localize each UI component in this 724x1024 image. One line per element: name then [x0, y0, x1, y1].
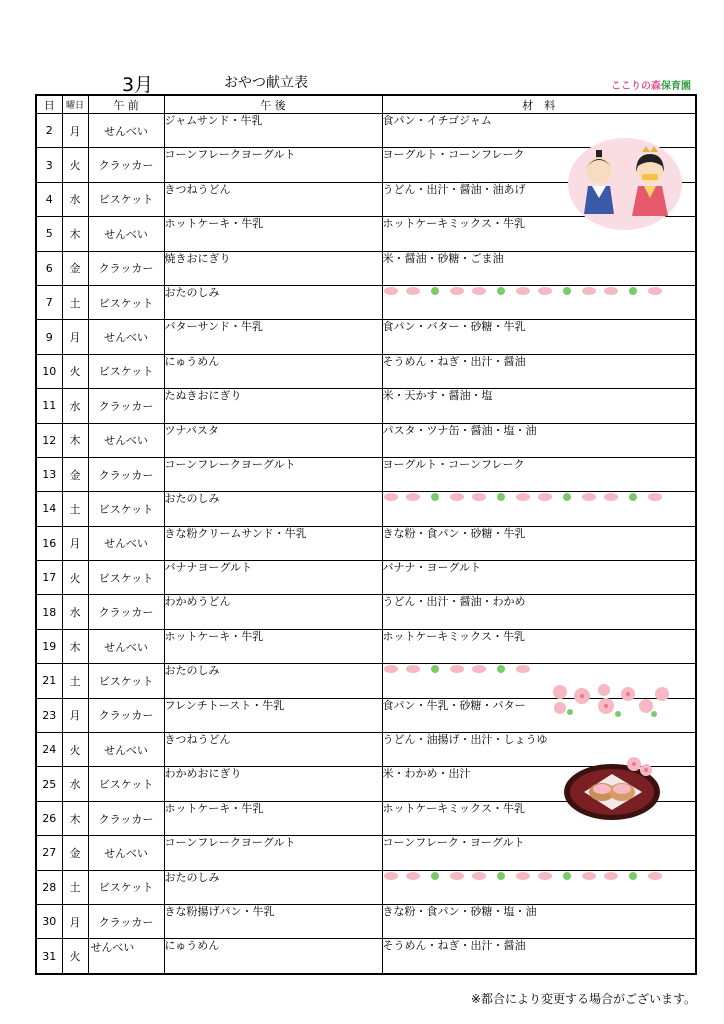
day-cell: 27 [36, 836, 62, 870]
weekday-cell: 金 [62, 457, 88, 491]
garland-blossom [472, 872, 486, 880]
weekday-cell: 水 [62, 595, 88, 629]
garland-blossom [629, 493, 637, 501]
garland-blossom [472, 287, 486, 295]
flower-garland-decoration [383, 664, 543, 677]
ingredients-cell: うどん・出汁・醤油・わかめ [382, 595, 696, 629]
garland-blossom [604, 287, 618, 295]
ingredients-cell: 米・醤油・砂糖・ごま油 [382, 251, 696, 285]
garland-blossom [472, 493, 486, 501]
afternoon-snack-cell: きな粉揚げパン・牛乳 [164, 904, 382, 938]
table-row [36, 457, 696, 491]
garland-blossom [648, 493, 662, 501]
garland-blossom [516, 493, 530, 501]
header-day: 日 [36, 95, 62, 114]
morning-snack-cell: クラッカー [88, 148, 164, 182]
afternoon-snack-cell: おたのしみ [164, 870, 382, 904]
morning-snack-cell: せんべい [88, 320, 164, 354]
morning-snack-cell: クラッカー [88, 698, 164, 732]
morning-snack-cell: ビスケット [88, 664, 164, 698]
garland-blossom [431, 493, 439, 501]
morning-snack-cell: ビスケット [88, 182, 164, 216]
morning-snack-cell: せんべい [88, 629, 164, 663]
garland-blossom [450, 665, 464, 673]
garland-blossom [406, 287, 420, 295]
afternoon-snack-cell: バターサンド・牛乳 [164, 320, 382, 354]
garland-blossom [648, 287, 662, 295]
weekday-cell: 土 [62, 285, 88, 319]
day-cell: 5 [36, 217, 62, 251]
garland-blossom [431, 872, 439, 880]
afternoon-snack-cell: ツナパスタ [164, 423, 382, 457]
garland-blossom [563, 287, 571, 295]
day-cell: 9 [36, 320, 62, 354]
afternoon-snack-cell: フレンチトースト・牛乳 [164, 698, 382, 732]
garland-blossom [563, 872, 571, 880]
afternoon-snack-cell: おたのしみ [164, 664, 382, 698]
day-cell: 21 [36, 664, 62, 698]
afternoon-snack-cell: ホットケーキ・牛乳 [164, 629, 382, 663]
morning-snack-cell: せんべい [88, 836, 164, 870]
morning-snack-cell: クラッカー [88, 904, 164, 938]
ingredients-cell: バナナ・ヨーグルト [382, 561, 696, 595]
garland-blossom [497, 665, 505, 673]
afternoon-snack-cell: 焼きおにぎり [164, 251, 382, 285]
weekday-cell: 火 [62, 939, 88, 974]
garland-blossom [538, 872, 552, 880]
day-cell: 17 [36, 561, 62, 595]
garland-blossom [629, 872, 637, 880]
weekday-cell: 火 [62, 354, 88, 388]
hina-dolls-illustration [566, 136, 684, 232]
table-row [36, 870, 696, 904]
afternoon-snack-cell: わかめおにぎり [164, 767, 382, 801]
table-row [36, 285, 696, 319]
afternoon-snack-cell: たぬきおにぎり [164, 389, 382, 423]
ingredients-cell [382, 492, 696, 526]
morning-snack-cell: ビスケット [88, 561, 164, 595]
garland-blossom [538, 287, 552, 295]
morning-snack-cell: せんべい [88, 114, 164, 148]
header-ingredients: 材 料 [382, 95, 696, 114]
afternoon-snack-cell: コーンフレークヨーグルト [164, 836, 382, 870]
garland-blossom [563, 493, 571, 501]
sakura-mochi-illustration [562, 752, 666, 824]
ingredients-cell: ヨーグルト・コーンフレーク [382, 457, 696, 491]
ingredients-cell: うどん・出汁・醤油・油あげ [382, 182, 696, 216]
ingredients-cell: ホットケーキミックス・牛乳 [382, 801, 696, 835]
ingredients-cell: 食パン・イチゴジャム [382, 114, 696, 148]
morning-snack-cell: ビスケット [88, 870, 164, 904]
morning-snack-cell: せんべい [88, 526, 164, 560]
day-cell: 7 [36, 285, 62, 319]
garland-blossom [431, 665, 439, 673]
garland-blossom [384, 287, 398, 295]
table-row [36, 595, 696, 629]
logo-text-part2: 保育園 [661, 81, 691, 92]
day-cell: 26 [36, 801, 62, 835]
afternoon-snack-cell: コーンフレークヨーグルト [164, 148, 382, 182]
garland-blossom [384, 493, 398, 501]
table-row [36, 836, 696, 870]
morning-snack-cell: クラッカー [88, 595, 164, 629]
morning-snack-cell: せんべい [88, 939, 164, 974]
ingredients-cell: パスタ・ツナ缶・醤油・塩・油 [382, 423, 696, 457]
day-cell: 30 [36, 904, 62, 938]
afternoon-snack-cell: にゅうめん [164, 354, 382, 388]
table-row [36, 492, 696, 526]
morning-snack-cell: クラッカー [88, 251, 164, 285]
afternoon-snack-cell: きつねうどん [164, 182, 382, 216]
garland-blossom [450, 872, 464, 880]
day-cell: 11 [36, 389, 62, 423]
day-cell: 25 [36, 767, 62, 801]
table-row [36, 389, 696, 423]
morning-snack-cell: クラッカー [88, 389, 164, 423]
garland-blossom [497, 493, 505, 501]
garland-blossom [406, 665, 420, 673]
day-cell: 18 [36, 595, 62, 629]
weekday-cell: 火 [62, 148, 88, 182]
day-cell: 10 [36, 354, 62, 388]
logo-text-part1: ここりの森 [611, 81, 661, 92]
weekday-cell: 木 [62, 629, 88, 663]
weekday-cell: 水 [62, 767, 88, 801]
day-cell: 4 [36, 182, 62, 216]
garland-blossom [516, 665, 530, 673]
garland-blossom [472, 665, 486, 673]
garland-blossom [450, 287, 464, 295]
table-row [36, 526, 696, 560]
garland-blossom [497, 287, 505, 295]
garland-blossom [582, 493, 596, 501]
header-am: 午 前 [88, 95, 164, 114]
weekday-cell: 月 [62, 904, 88, 938]
weekday-cell: 月 [62, 698, 88, 732]
weekday-cell: 土 [62, 492, 88, 526]
weekday-cell: 木 [62, 423, 88, 457]
garland-blossom [406, 493, 420, 501]
ingredients-cell: ホットケーキミックス・牛乳 [382, 217, 696, 251]
weekday-cell: 木 [62, 217, 88, 251]
table-row [36, 561, 696, 595]
table-row [36, 904, 696, 938]
table-row [36, 629, 696, 663]
garland-blossom [516, 287, 530, 295]
ingredients-cell: ヨーグルト・コーンフレーク [382, 148, 696, 182]
table-row [36, 939, 696, 974]
day-cell: 3 [36, 148, 62, 182]
day-cell: 31 [36, 939, 62, 974]
ingredients-cell: そうめん・ねぎ・出汁・醤油 [382, 939, 696, 974]
garland-blossom [497, 872, 505, 880]
day-cell: 19 [36, 629, 62, 663]
weekday-cell: 火 [62, 561, 88, 595]
page-title: おやつ献立表 [224, 75, 308, 91]
flower-garland-decoration [383, 492, 673, 505]
ingredients-cell: 食パン・バター・砂糖・牛乳 [382, 320, 696, 354]
header-pm: 午 後 [164, 95, 382, 114]
afternoon-snack-cell: おたのしみ [164, 492, 382, 526]
table-row [36, 251, 696, 285]
table-row [36, 320, 696, 354]
day-cell: 13 [36, 457, 62, 491]
garland-blossom [629, 287, 637, 295]
flower-garland-decoration [383, 285, 673, 298]
garland-blossom [384, 872, 398, 880]
afternoon-snack-cell: きつねうどん [164, 733, 382, 767]
garland-blossom [538, 493, 552, 501]
ingredients-cell [382, 870, 696, 904]
ingredients-cell: 食パン・牛乳・砂糖・バター [382, 698, 696, 732]
weekday-cell: 木 [62, 801, 88, 835]
day-cell: 14 [36, 492, 62, 526]
ingredients-cell: きな粉・食パン・砂糖・牛乳 [382, 526, 696, 560]
weekday-cell: 金 [62, 836, 88, 870]
weekday-cell: 金 [62, 251, 88, 285]
ingredients-cell: うどん・油揚げ・出汁・しょうゆ [382, 733, 696, 767]
footer-note: ※都合により変更する場合がございます。 [470, 992, 696, 1006]
morning-snack-cell: クラッカー [88, 457, 164, 491]
day-cell: 23 [36, 698, 62, 732]
garland-blossom [604, 872, 618, 880]
afternoon-snack-cell: バナナヨーグルト [164, 561, 382, 595]
weekday-cell: 土 [62, 664, 88, 698]
garland-blossom [516, 872, 530, 880]
afternoon-snack-cell: コーンフレークヨーグルト [164, 457, 382, 491]
table-row [36, 423, 696, 457]
weekday-cell: 月 [62, 320, 88, 354]
table-row [36, 354, 696, 388]
flower-garland-decoration [383, 870, 673, 883]
garland-blossom [431, 287, 439, 295]
garland-blossom [384, 665, 398, 673]
ingredients-cell [382, 285, 696, 319]
morning-snack-cell: ビスケット [88, 354, 164, 388]
month-label: 3月 [122, 74, 154, 96]
afternoon-snack-cell: わかめうどん [164, 595, 382, 629]
morning-snack-cell: せんべい [88, 733, 164, 767]
day-cell: 24 [36, 733, 62, 767]
day-cell: 6 [36, 251, 62, 285]
garland-blossom [406, 872, 420, 880]
morning-snack-cell: せんべい [88, 217, 164, 251]
nursery-logo [611, 77, 691, 92]
table-header-row [36, 95, 696, 114]
weekday-cell: 水 [62, 182, 88, 216]
ingredients-cell: 米・わかめ・出汁 [382, 767, 696, 801]
header-dow: 曜日 [62, 95, 88, 114]
peach-flowers-illustration [546, 682, 672, 718]
garland-blossom [582, 872, 596, 880]
morning-snack-cell: ビスケット [88, 767, 164, 801]
ingredients-cell: そうめん・ねぎ・出汁・醤油 [382, 354, 696, 388]
garland-blossom [582, 287, 596, 295]
afternoon-snack-cell: ジャムサンド・牛乳 [164, 114, 382, 148]
weekday-cell: 土 [62, 870, 88, 904]
ingredients-cell: 米・天かす・醤油・塩 [382, 389, 696, 423]
day-cell: 2 [36, 114, 62, 148]
ingredients-cell: コーンフレーク・ヨーグルト [382, 836, 696, 870]
afternoon-snack-cell: おたのしみ [164, 285, 382, 319]
weekday-cell: 月 [62, 114, 88, 148]
morning-snack-cell: ビスケット [88, 285, 164, 319]
ingredients-cell: ホットケーキミックス・牛乳 [382, 629, 696, 663]
morning-snack-cell: ビスケット [88, 492, 164, 526]
weekday-cell: 水 [62, 389, 88, 423]
day-cell: 16 [36, 526, 62, 560]
afternoon-snack-cell: ホットケーキ・牛乳 [164, 217, 382, 251]
ingredients-cell: きな粉・食パン・砂糖・塩・油 [382, 904, 696, 938]
day-cell: 28 [36, 870, 62, 904]
afternoon-snack-cell: にゅうめん [164, 939, 382, 974]
afternoon-snack-cell: きな粉クリームサンド・牛乳 [164, 526, 382, 560]
day-cell: 12 [36, 423, 62, 457]
afternoon-snack-cell: ホットケーキ・牛乳 [164, 801, 382, 835]
garland-blossom [450, 493, 464, 501]
garland-blossom [648, 872, 662, 880]
morning-snack-cell: せんべい [88, 423, 164, 457]
garland-blossom [604, 493, 618, 501]
weekday-cell: 月 [62, 526, 88, 560]
weekday-cell: 火 [62, 733, 88, 767]
morning-snack-cell: クラッカー [88, 801, 164, 835]
